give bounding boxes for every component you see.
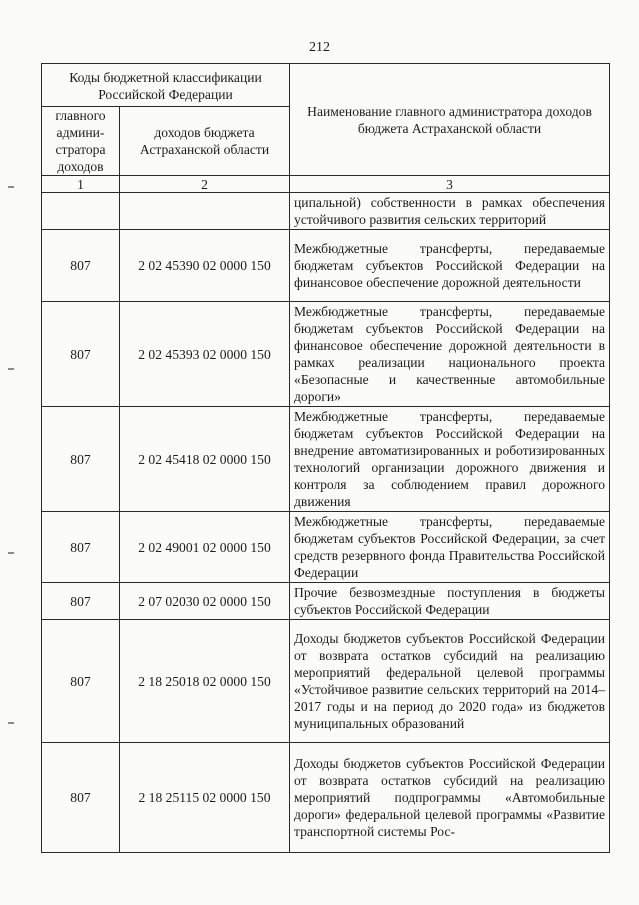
income-code-cell: 2 02 45390 02 0000 150 <box>120 230 290 302</box>
header-income-column: доходов бюджета Астраханской области <box>120 107 290 176</box>
admin-code-cell: 807 <box>42 583 120 620</box>
budget-classification-table <box>41 63 610 853</box>
header-name-column: Наименование главного администратора доходов бюджета Астраханской области <box>290 64 610 176</box>
income-code-cell: 2 02 45418 02 0000 150 <box>120 407 290 512</box>
name-cell: Прочие безвозмездные поступления в бюджеты субъектов Российской Федерации <box>290 583 610 620</box>
admin-code-cell: 807 <box>42 743 120 853</box>
scan-mark <box>8 552 14 554</box>
header-admin-column: главного админи-стратора доходов <box>42 107 120 176</box>
income-code-cell: 2 07 02030 02 0000 150 <box>120 583 290 620</box>
income-code-cell: 2 18 25018 02 0000 150 <box>120 620 290 743</box>
scan-mark <box>8 722 14 724</box>
income-code-cell <box>120 193 290 230</box>
name-cell: ципальной) собственности в рамках обеспечения устойчивого развития сельских территорий <box>290 193 610 230</box>
column-number-1: 1 <box>42 176 120 193</box>
table-row <box>42 407 610 512</box>
page-number: 212 <box>309 40 330 55</box>
column-number-2: 2 <box>120 176 290 193</box>
income-code-cell: 2 02 45393 02 0000 150 <box>120 302 290 407</box>
table-row <box>42 743 610 853</box>
table-row <box>42 302 610 407</box>
scan-mark <box>8 186 14 188</box>
admin-code-cell: 807 <box>42 230 120 302</box>
name-cell: Доходы бюджетов субъектов Российской Федерации от возврата остатков субсидий на реализацию мероприятий подпрограммы «Автомобильные дороги» федеральной целевой программы «Развитие транспортной системы Рос- <box>290 743 610 853</box>
name-cell: Межбюджетные трансферты, передаваемые бюджетам субъектов Российской Федерации, за счет средств резервного фонда Правительства Российской Федерации <box>290 512 610 583</box>
table-row <box>42 230 610 302</box>
name-cell: Межбюджетные трансферты, передаваемые бюджетам субъектов Российской Федерации на финансовое обеспечение дорожной деятельности в рамках реализации национального проекта «Безопасные и качественные автомобильные дороги» <box>290 302 610 407</box>
admin-code-cell: 807 <box>42 620 120 743</box>
table-row <box>42 583 610 620</box>
name-cell: Межбюджетные трансферты, передаваемые бюджетам субъектов Российской Федерации на финансовое обеспечение дорожной деятельности <box>290 230 610 302</box>
column-number-3: 3 <box>290 176 610 193</box>
name-cell: Доходы бюджетов субъектов Российской Федерации от возврата остатков субсидий на реализацию мероприятий федеральной целевой программы «Устойчивое развитие сельских территорий на 2014–2017 годы и на период до 2020 года» из бюджетов муниципальных образований <box>290 620 610 743</box>
table-row <box>42 193 610 230</box>
income-code-cell: 2 02 49001 02 0000 150 <box>120 512 290 583</box>
header-row-top <box>42 64 610 107</box>
table-row <box>42 512 610 583</box>
column-number-row <box>42 176 610 193</box>
scan-mark <box>8 368 14 370</box>
header-group-title: Коды бюджетной классификации Российской Федерации <box>42 64 290 107</box>
admin-code-cell <box>42 193 120 230</box>
table-row <box>42 620 610 743</box>
income-code-cell: 2 18 25115 02 0000 150 <box>120 743 290 853</box>
admin-code-cell: 807 <box>42 407 120 512</box>
name-cell: Межбюджетные трансферты, передаваемые бюджетам субъектов Российской Федерации на внедрение автоматизированных и роботизированных технологий организации дорожного движения и контроля за соблюдением правил дорожного движения <box>290 407 610 512</box>
admin-code-cell: 807 <box>42 512 120 583</box>
admin-code-cell: 807 <box>42 302 120 407</box>
